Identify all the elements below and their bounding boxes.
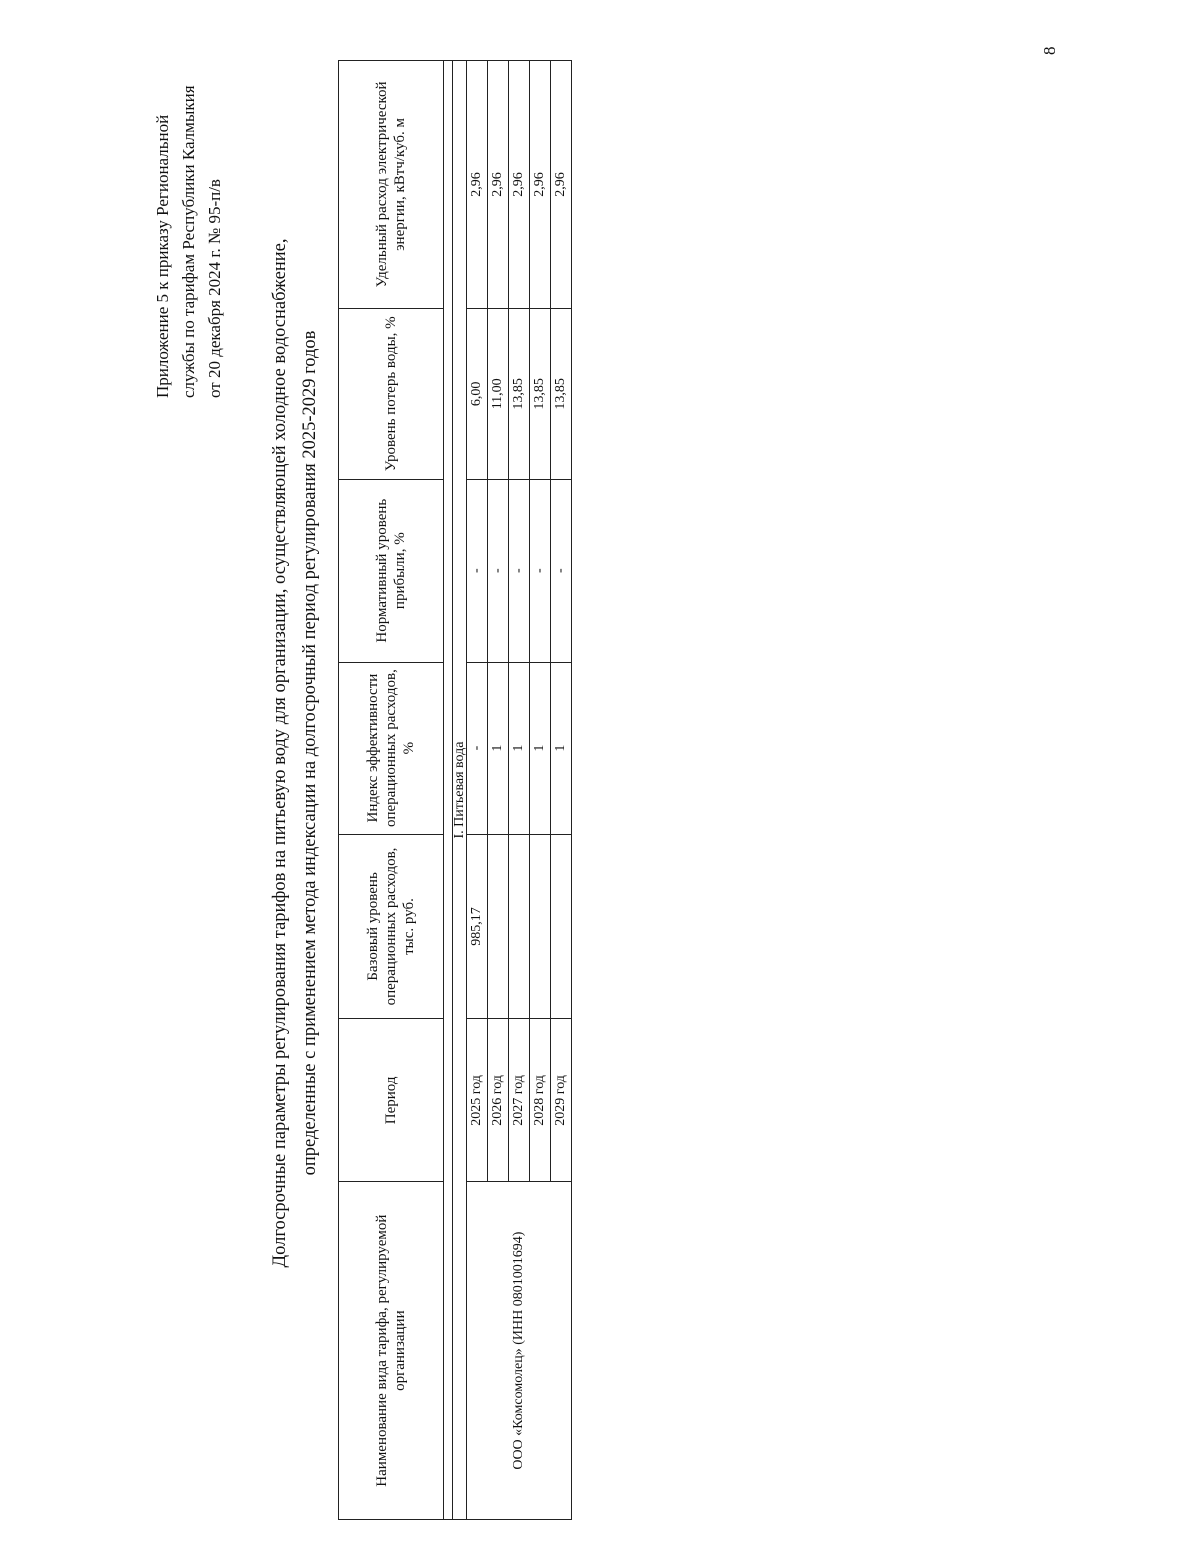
cell-profit: -	[488, 479, 509, 662]
cell-period: 2025 год	[467, 1019, 488, 1182]
cell-period: 2028 год	[530, 1019, 551, 1182]
cell-loss: 13,85	[551, 308, 572, 479]
page-number: 8	[1040, 46, 1059, 55]
cell-efficiency: 1	[509, 662, 530, 834]
cell-profit: -	[530, 479, 551, 662]
cell-loss: 6,00	[467, 308, 488, 479]
appendix-note	[150, 28, 228, 398]
header-loss: Уровень потерь воды, %	[339, 308, 444, 479]
table-header-row	[339, 61, 444, 1520]
cell-base-level	[488, 834, 509, 1019]
appendix-line-3: от 20 декабря 2024 г. № 95-п/в	[205, 179, 224, 398]
header-energy: Удельный расход электрической энергии, кВтч/куб. м	[339, 61, 444, 309]
cell-energy: 2,96	[530, 61, 551, 309]
cell-efficiency: 1	[488, 662, 509, 834]
cell-profit: -	[467, 479, 488, 662]
cell-energy: 2,96	[551, 61, 572, 309]
cell-efficiency: 1	[551, 662, 572, 834]
cell-loss: 11,00	[488, 308, 509, 479]
cell-efficiency: 1	[530, 662, 551, 834]
cell-base-level	[530, 834, 551, 1019]
cell-loss: 13,85	[530, 308, 551, 479]
cell-profit: -	[509, 479, 530, 662]
appendix-line-1: Приложение 5 к приказу Региональной	[153, 114, 172, 398]
cell-efficiency: -	[467, 662, 488, 834]
cell-energy: 2,96	[488, 61, 509, 309]
table-row	[467, 61, 488, 1520]
cell-base-level: 985,17	[467, 834, 488, 1019]
title-line-1: Долгосрочные параметры регулирования тарифов на питьевую воду для организации, осуществляющей холодное водоснабжение,	[270, 238, 290, 1268]
cell-profit: -	[551, 479, 572, 662]
cell-loss: 13,85	[509, 308, 530, 479]
cell-period: 2026 год	[488, 1019, 509, 1182]
tariff-parameters-table	[338, 60, 572, 1520]
header-profit: Нормативный уровень прибыли, %	[339, 479, 444, 662]
section-row	[453, 61, 467, 1520]
organization-name: ООО «Комсомолец» (ИНН 0801001694)	[467, 1182, 572, 1520]
appendix-line-2: службы по тарифам Республики Калмыкия	[179, 85, 198, 398]
cell-period: 2027 год	[509, 1019, 530, 1182]
document-title	[265, 173, 325, 1333]
cell-period: 2029 год	[551, 1019, 572, 1182]
cell-base-level	[551, 834, 572, 1019]
cell-energy: 2,96	[467, 61, 488, 309]
header-base-level: Базовый уровень операционных расходов, тыс. руб.	[339, 834, 444, 1019]
cell-base-level	[509, 834, 530, 1019]
section-title: I. Питьевая вода	[453, 61, 467, 1520]
header-efficiency: Индекс эффективности операционных расходов, %	[339, 662, 444, 834]
title-line-2: определенные с применением метода индексации на долгосрочный период регулирования 2025-2029 годов	[300, 330, 320, 1176]
header-period: Период	[339, 1019, 444, 1182]
header-org: Наименование вида тарифа, регулируемой организации	[339, 1182, 444, 1520]
cell-energy: 2,96	[509, 61, 530, 309]
